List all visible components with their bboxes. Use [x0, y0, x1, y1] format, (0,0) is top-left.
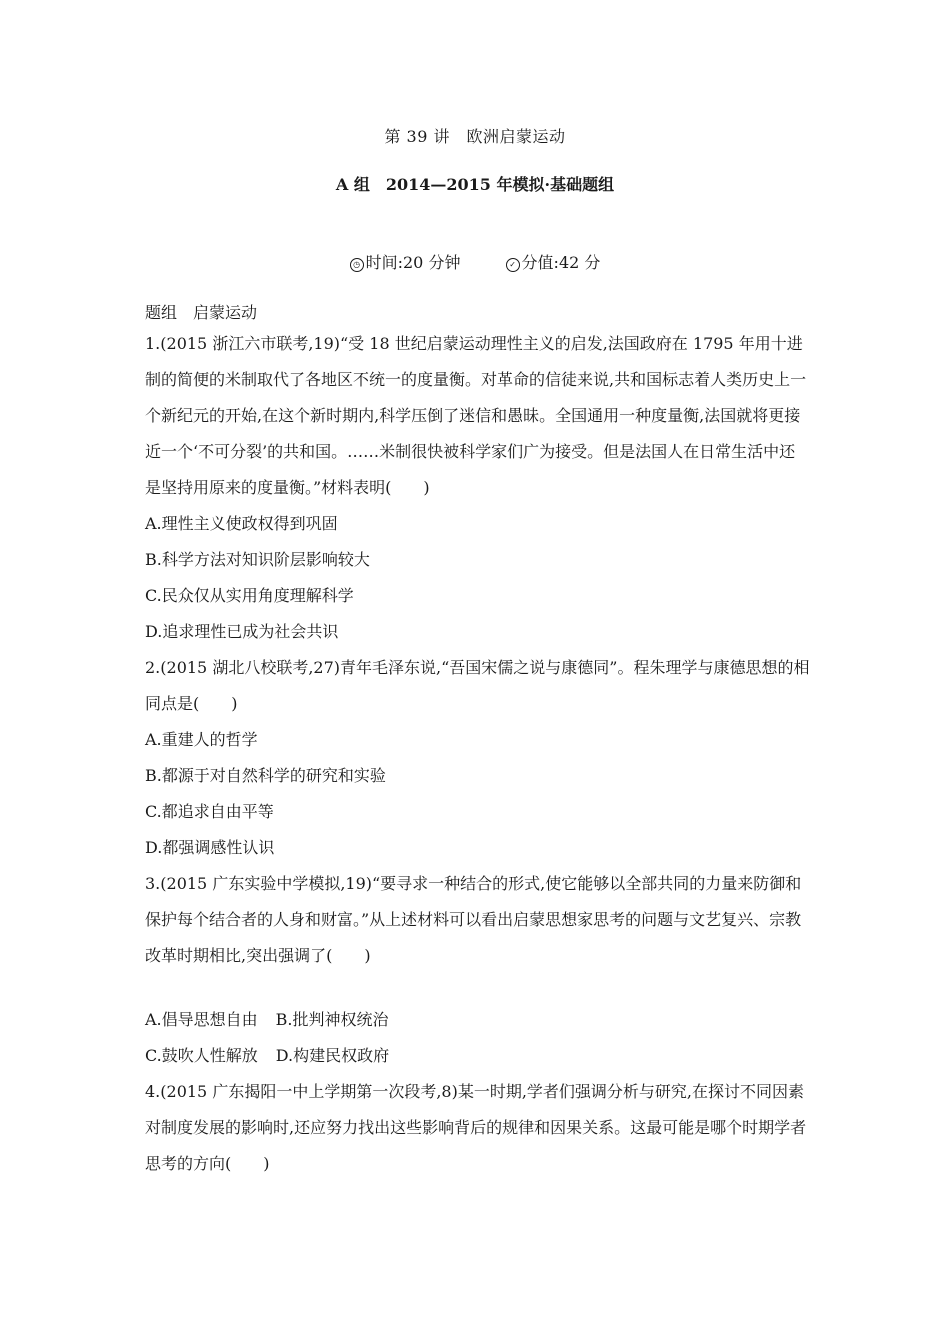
question-3-stem: 3.(2015 广东实验中学模拟,19)“要寻求一种结合的形式,使它能够以全部共同的力量来防御和保护每个结合者的人身和财富。”从上述材料可以看出启蒙思想家思考的问题与文艺复兴、宗教改革时期相比,突出强调了( ) — [145, 874, 802, 965]
group-subtitle: A 组 2014—2015 年模拟·基础题组 — [335, 175, 615, 194]
spacer — [145, 974, 810, 1002]
question-4-stem: 4.(2015 广东揭阳一中上学期第一次段考,8)某一时期,学者们强调分析与研究,在探讨不同因素对制度发展的影响时,还应努力找出这些影响背后的规律和因果关系。这最可能是哪个时期学者思考的方向( ) — [145, 1082, 807, 1173]
question-1-option-b: B.科学方法对知识阶层影响较大 — [145, 550, 370, 569]
question-3-options-row-2 — [145, 1038, 810, 1074]
section-heading: 题组 启蒙运动 — [145, 303, 258, 322]
question-3-option-b: B.批判神权统治 — [275, 1010, 389, 1029]
question-1-option-d: D.追求理性已成为社会共识 — [145, 622, 339, 641]
question-3-option-d: D.构建民权政府 — [275, 1046, 390, 1065]
exam-meta — [0, 250, 950, 273]
lecture-title: 第 39 讲 欧洲启蒙运动 — [384, 127, 566, 146]
question-2-option-c: C.都追求自由平等 — [145, 802, 274, 821]
clock-icon: ◷ — [350, 258, 364, 272]
score-text: 分值:42 分 — [521, 253, 601, 272]
question-3-option-a: A.倡导思想自由 — [145, 1010, 258, 1029]
question-1-option-a: A.理性主义使政权得到巩固 — [145, 514, 338, 533]
question-2-option-b: B.都源于对自然科学的研究和实验 — [145, 766, 386, 785]
question-3-options-row-1 — [145, 1002, 810, 1038]
question-body — [145, 300, 810, 1182]
time-info — [350, 250, 461, 273]
question-3-option-c: C.鼓吹人性解放 — [145, 1046, 258, 1065]
question-2-option-d: D.都强调感性认识 — [145, 838, 275, 857]
check-icon: ✓ — [506, 258, 520, 272]
question-1-option-c: C.民众仅从实用角度理解科学 — [145, 586, 354, 605]
score-info — [506, 250, 601, 273]
time-text: 时间:20 分钟 — [365, 253, 461, 272]
question-2-option-a: A.重建人的哲学 — [145, 730, 258, 749]
question-1-stem: 1.(2015 浙江六市联考,19)“受 18 世纪启蒙运动理性主义的启发,法国政府在 1795 年用十进制的简便的米制取代了各地区不统一的度量衡。对革命的信徒来说,共和国标志着人类历史上一个新纪元的开始,在这个新时期内,科学压倒了迷信和愚昧。全国通用一种度量衡,法国就将更接近一个‘不可分裂’的共和国。……米制很快被科学家们广为接受。但是法国人在日常生活中还是坚持用原来的度量衡。”材料表明( ) — [145, 334, 807, 497]
question-2-stem: 2.(2015 湖北八校联考,27)青年毛泽东说,“吾国宋儒之说与康德同”。程朱理学与康德思想的相同点是( ) — [145, 658, 810, 713]
